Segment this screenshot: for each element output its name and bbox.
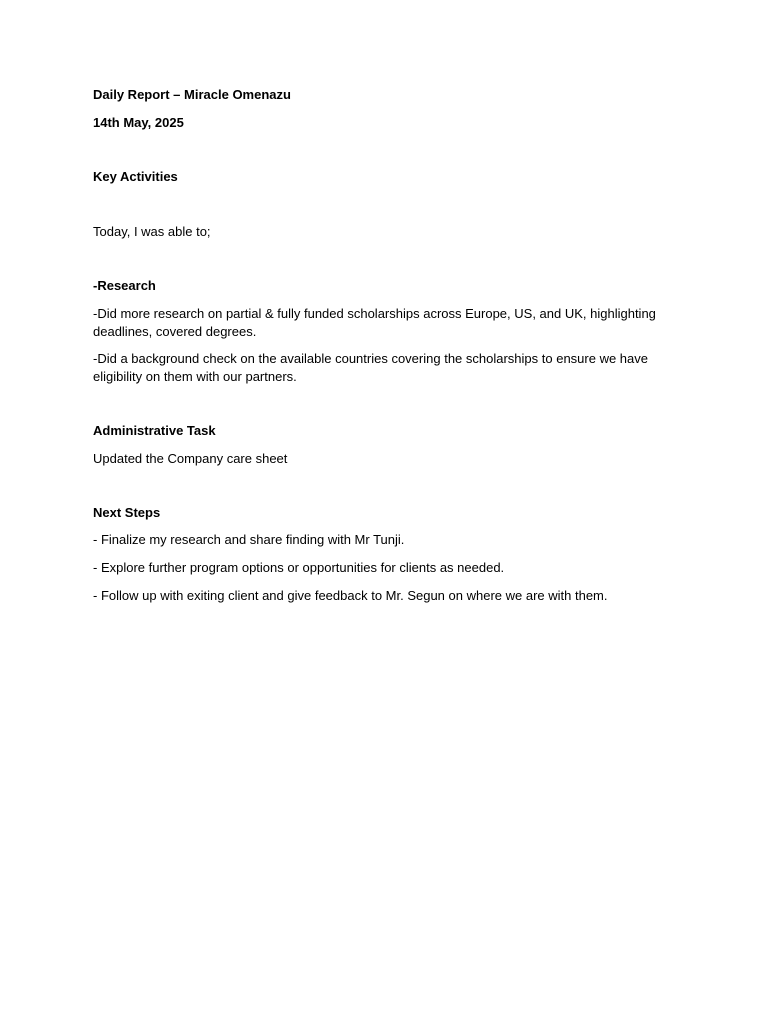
report-date: 14th May, 2025: [93, 115, 184, 130]
next-steps-item: - Explore further program options or opportunities for clients as needed.: [93, 560, 505, 575]
next-steps-item: - Finalize my research and share finding with Mr Tunji.: [93, 532, 405, 547]
research-heading: -Research: [93, 278, 156, 293]
next-steps-heading: Next Steps: [93, 505, 161, 520]
research-item: -Did more research on partial & fully funded scholarships across Europe, US, and UK, highlighting deadlines, covered degrees.: [93, 306, 656, 339]
administrative-text: Updated the Company care sheet: [93, 451, 288, 466]
administrative-heading: Administrative Task: [93, 423, 216, 438]
report-title: Daily Report – Miracle Omenazu: [93, 87, 291, 102]
key-activities-intro: Today, I was able to;: [93, 224, 211, 239]
next-steps-item: - Follow up with exiting client and give feedback to Mr. Segun on where we are with them.: [93, 588, 608, 603]
research-item: -Did a background check on the available countries covering the scholarships to ensure we have eligibility on them with our partners.: [93, 351, 648, 384]
key-activities-heading: Key Activities: [93, 169, 178, 184]
